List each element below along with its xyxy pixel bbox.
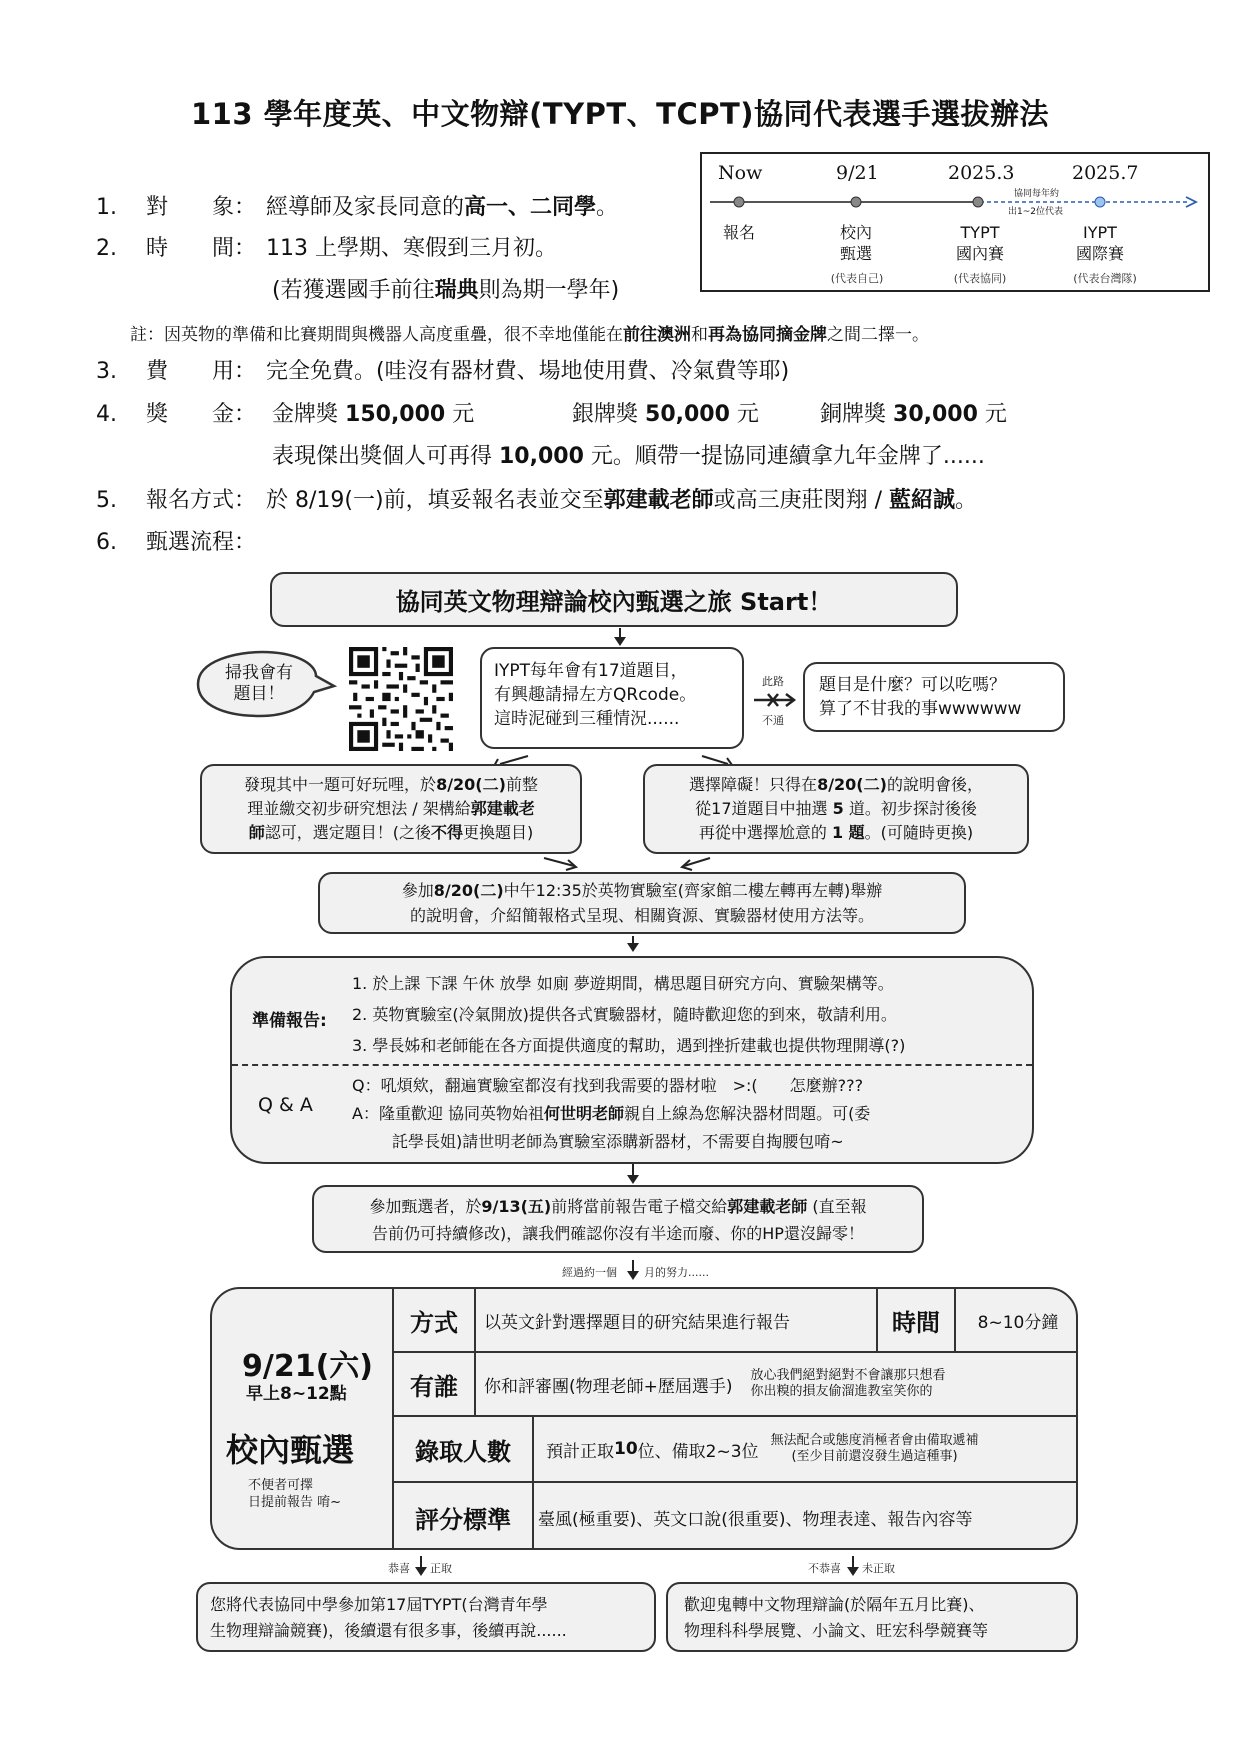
timeline-note-1: 協同每年約 — [1014, 189, 1060, 199]
fail-label-1: 不恭喜 — [808, 1562, 841, 1575]
blocked-arrow-icon — [752, 690, 798, 710]
criteria-value: 臺風(極重要)、英文口說(很重要)、物理表達、報告內容等 — [538, 1510, 973, 1530]
arrow-down-icon — [619, 628, 621, 638]
outcome-fail-box: 歡迎鬼轉中文物理辯論(於隔年五月比賽)、 物理科科學展覽、小論文、旺宏科學競賽等 — [666, 1582, 1078, 1652]
who-label: 有誰 — [394, 1353, 476, 1417]
flow-start-box: 協同英文物理辯論校內甄選之旅 Start！ — [270, 572, 958, 627]
timeline-event-3: TYPT 國內賽 — [955, 223, 1004, 263]
arrow-down-icon — [632, 1260, 634, 1272]
prize-gold: 金牌獎 150,000 元 — [272, 402, 475, 427]
speech-bubble-text: 掃我會有 題目！ — [225, 663, 293, 704]
flow-prep-box — [230, 956, 1034, 1164]
count-note: 無法配合或態度消極者會由備取遞補 (至少目前還沒發生過這種事) — [770, 1433, 979, 1464]
selection-note: 不便者可擇 日提前報告 唷~ — [248, 1478, 342, 1510]
fail-label-2: 未正取 — [862, 1562, 895, 1575]
effort-label-2: 月的努力...... — [644, 1266, 709, 1279]
count-value: 預計正取 10 位、備取2~3位 無法配合或態度消極者會由備取遞補 (至少目前還沒發生過這種事) — [534, 1417, 1078, 1483]
who-note: 放心我們絕對絕對不會讓那只想看 你出糗的損友偷溜進教室笑你的 — [750, 1368, 946, 1399]
selection-table — [210, 1287, 1078, 1550]
merge-arrows-icon — [540, 852, 720, 874]
divider — [232, 1064, 1032, 1066]
prep-item: 1. 於上課 下課 午休 放學 如廁 夢遊期間，構思題目研究方向、實驗架構等。 — [352, 974, 894, 993]
prep-label: 準備報告: — [252, 1011, 327, 1031]
count-label: 錄取人數 — [394, 1417, 534, 1483]
method-label: 方式 — [394, 1289, 476, 1353]
qa-label: Q & A — [258, 1094, 313, 1116]
effort-label-1: 經過約一個 — [562, 1266, 617, 1279]
time-label: 時間 — [878, 1289, 956, 1353]
flow-joke-box: 題目是什麼？可以吃嗎？ 算了不甘我的事wwwwww — [803, 662, 1065, 732]
selection-time: 早上8~12點 — [246, 1384, 347, 1404]
item-prize: 4. 獎 金： — [96, 402, 257, 427]
outcome-pass-box: 您將代表協同中學參加第17屆TYPT(台灣青年學 生物理辯論競賽)，後續還有很多事，後續再說...... — [196, 1582, 656, 1652]
item-process: 6. 甄選流程： — [96, 530, 257, 555]
note: 註：因英物的準備和比賽期間與機器人高度重疊，很不幸地僅能在前往澳洲和再為協同摘金牌之間二擇一。 — [130, 325, 929, 345]
timeline-rep-3: (代表協同) — [953, 272, 1007, 285]
prep-list — [352, 968, 905, 1061]
qa-content — [352, 1072, 870, 1156]
timeline-event-4: IYPT 國際賽 — [1075, 223, 1124, 263]
qr-code-icon[interactable] — [349, 647, 453, 751]
flow-submit-box: 參加甄選者，於9/13(五)前將當前報告電子檔交給郭建載老師 (直至報 告前仍可持續修改)，讓我們確認你沒有半途而廢、你的HP還沒歸零！ — [312, 1185, 924, 1253]
item-signup: 5. 報名方式： 於 8/19(一)前，填妥報名表並交至郭建載老師或高三庚莊閔翔 / 藍紹誠。 — [96, 488, 978, 513]
timeline-rep-2: (代表自己) — [830, 272, 884, 285]
timeline-note-2: 出1~2位代表 — [1008, 207, 1063, 217]
arrow-down-icon — [420, 1556, 422, 1568]
qa-answer-cont: 託學長姐)請世明老師為實驗室添購新器材，不需要自掏腰包唷~ — [392, 1132, 844, 1151]
timeline-date-2025-3: 2025.3 — [948, 162, 1015, 184]
item-time-sub: (若獲選國手前往瑞典則為期一學年) — [272, 278, 620, 303]
item-time: 2. 時 間： 113 上學期、寒假到三月初。 — [96, 236, 557, 261]
duration-value: 8~10分鐘 — [956, 1289, 1078, 1353]
timeline-event-1: 報名 — [722, 223, 755, 242]
timeline-event-2: 校內 甄選 — [839, 223, 872, 263]
pass-label-1: 恭喜 — [388, 1562, 410, 1575]
blocked-label-bottom: 不通 — [762, 714, 784, 727]
page-title: 113 學年度英、中文物辯(TYPT、TCPT)協同代表選手選拔辦法 — [190, 97, 1050, 131]
selection-summary — [212, 1289, 394, 1550]
flow-choice-pick: 發現其中一題可好玩哩，於8/20(二)前整 理並繳交初步研究想法 / 架構給郭建載老 師認可，選定題目！(之後不得更換題目) — [200, 764, 582, 854]
timeline-date-2025-7: 2025.7 — [1072, 162, 1139, 184]
flow-intro-box: IYPT每年會有17道題目， 有興趣請掃左方QRcode。 這時泥碰到三種情況...... — [480, 647, 744, 749]
flow-meeting-box: 參加8/20(二)中午12:35於英物實驗室(齊家館二樓左轉再左轉)舉辦 的說明會，介紹簡報格式呈現、相關資源、實驗器材使用方法等。 — [318, 872, 966, 934]
item-target: 1. 對 象： 經導師及家長同意的高一、二同學。 — [96, 195, 619, 220]
arrow-down-icon — [632, 936, 634, 944]
prize-bronze: 銅牌獎 30,000 元 — [820, 402, 1007, 427]
timeline-date-921: 9/21 — [836, 162, 879, 184]
who-value: 你和評審團(物理老師+歷屆選手) 放心我們絕對絕對不會讓那只想看 你出糗的損友偷溜進教室笑你的 — [476, 1353, 1078, 1417]
blocked-label-top: 此路 — [762, 675, 784, 688]
timeline-axis — [702, 182, 1208, 222]
timeline-date-now: Now — [718, 162, 763, 184]
qa-answer: A：隆重歡迎 協同英物始祖何世明老師親自上線為您解決器材問題。可(委 — [352, 1104, 871, 1123]
prep-item: 3. 學長姊和老師能在各方面提供適度的幫助，遇到挫折建載也提供物理開導(?) — [352, 1036, 906, 1055]
prep-item: 2. 英物實驗室(冷氣開放)提供各式實驗器材，隨時歡迎您的到來，敬請利用。 — [352, 1005, 897, 1024]
method-value: 以英文針對選擇題目的研究結果進行報告 — [476, 1289, 878, 1353]
timeline-box — [700, 152, 1210, 292]
selection-date: 9/21(六) — [242, 1349, 374, 1384]
criteria-label: 評分標準 — [394, 1483, 534, 1550]
flow-choice-undecided: 選擇障礙！只得在8/20(二)的說明會後， 從17道題目中抽選 5 道。初步探討後後 再從中選擇尬意的 1 題。(可隨時更換) — [643, 764, 1029, 854]
item-cost: 3. 費 用： 完全免費。(哇沒有器材費、場地使用費、冷氣費等耶) — [96, 359, 790, 384]
selection-name: 校內甄選 — [226, 1431, 355, 1469]
arrow-down-icon — [852, 1556, 854, 1568]
prize-extra: 表現傑出獎個人可再得 10,000 元。順帶一提協同連續拿九年金牌了...... — [272, 444, 985, 469]
pass-label-2: 正取 — [430, 1562, 452, 1575]
timeline-rep-4: (代表台灣隊) — [1073, 272, 1137, 285]
prize-silver: 銀牌獎 50,000 元 — [572, 402, 759, 427]
qa-question: Q：吼煩欸，翻遍實驗室都沒有找到我需要的器材啦 >:( 怎麼辦??? — [352, 1076, 864, 1095]
arrow-down-icon — [632, 1164, 634, 1176]
